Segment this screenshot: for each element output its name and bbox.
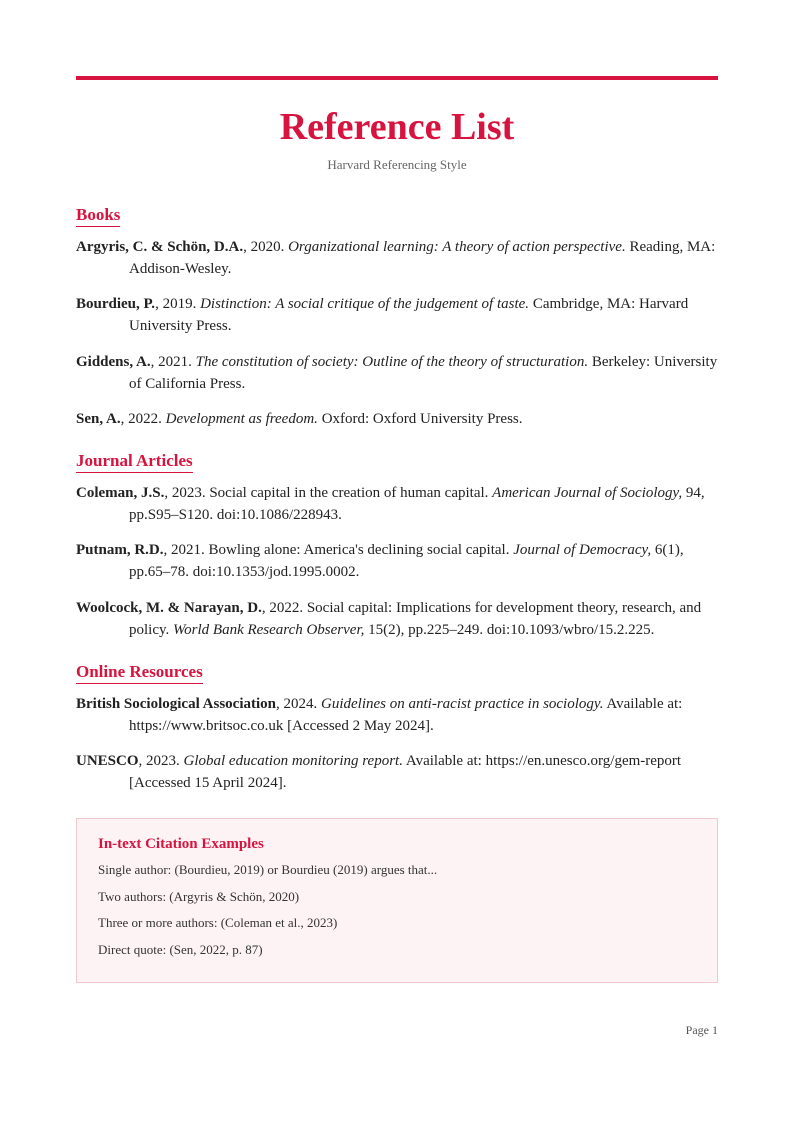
section-heading-journals: Journal Articles bbox=[76, 450, 193, 473]
reference-year: , 2021. bbox=[150, 354, 196, 370]
reference-publisher: Berkeley: University of California Press. bbox=[129, 354, 718, 392]
page-subtitle: Harvard Referencing Style bbox=[327, 157, 467, 172]
reference-author: Putnam, R.D. bbox=[76, 542, 164, 558]
reference-entry bbox=[76, 236, 718, 280]
reference-year: , 2022. Social capital: Implications for development theory, research, and policy. bbox=[129, 600, 702, 638]
citation-example: Three or more authors: (Coleman et al., 2023) bbox=[98, 915, 338, 930]
reference-author: Giddens, A. bbox=[76, 354, 151, 370]
reference-year: , 2022. bbox=[120, 411, 166, 427]
reference-journal: Journal of Democracy, bbox=[513, 542, 652, 558]
citation-example: Direct quote: (Sen, 2022, p. 87) bbox=[98, 941, 263, 957]
reference-entry bbox=[76, 597, 718, 641]
section-heading-online: Online Resources bbox=[76, 661, 203, 684]
reference-author: Woolcock, M. & Narayan, D. bbox=[76, 600, 262, 616]
reference-details: 6(1), pp.65–78. doi:10.1353/jod.1995.0002. bbox=[129, 542, 684, 580]
reference-publisher: Oxford: Oxford University Press. bbox=[317, 411, 523, 427]
reference-year: , 2019. bbox=[155, 296, 201, 312]
reference-entry bbox=[76, 408, 718, 430]
reference-publisher: Reading, MA: Addison-Wesley. bbox=[129, 239, 716, 277]
reference-entry bbox=[76, 482, 718, 526]
reference-entry bbox=[76, 750, 718, 794]
reference-title: Global education monitoring report. bbox=[183, 753, 403, 769]
reference-availability: Available at: https://www.britsoc.co.uk [Accessed 2 May 2024]. bbox=[129, 696, 683, 734]
reference-title: Development as freedom. bbox=[165, 411, 318, 427]
reference-details: 94, pp.S95–S120. doi:10.1086/228943. bbox=[129, 485, 705, 523]
citation-example: Single author: (Bourdieu, 2019) or Bourdieu (2019) argues that... bbox=[98, 862, 438, 877]
reference-title: Guidelines on anti-racist practice in sociology. bbox=[321, 696, 604, 712]
reference-details: 15(2), pp.225–249. doi:10.1093/wbro/15.2.225. bbox=[364, 622, 655, 638]
reference-journal: American Journal of Sociology, bbox=[492, 485, 683, 501]
reference-availability: Available at: https://en.unesco.org/gem-report [Accessed 15 April 2024]. bbox=[129, 753, 682, 791]
reference-year: , 2021. Bowling alone: America's declining social capital. bbox=[163, 542, 514, 558]
page-number: Page 1 bbox=[685, 1023, 718, 1037]
reference-author: Bourdieu, P. bbox=[76, 296, 156, 312]
reference-title: Organizational learning: A theory of action perspective. bbox=[288, 239, 626, 255]
citation-examples-heading: In-text Citation Examples bbox=[98, 836, 264, 852]
reference-publisher: Cambridge, MA: Harvard University Press. bbox=[129, 296, 689, 334]
reference-author: Argyris, C. & Schön, D.A. bbox=[76, 239, 244, 255]
reference-year: , 2020. bbox=[243, 239, 289, 255]
reference-author: Coleman, J.S. bbox=[76, 485, 165, 501]
reference-author: British Sociological Association bbox=[76, 696, 277, 712]
citation-example: Two authors: (Argyris & Schön, 2020) bbox=[98, 888, 300, 904]
reference-entry bbox=[76, 693, 718, 737]
reference-year: , 2024. bbox=[276, 696, 322, 712]
reference-entry bbox=[76, 539, 718, 583]
reference-year: , 2023. Social capital in the creation of human capital. bbox=[164, 485, 493, 501]
section-heading-books: Books bbox=[76, 204, 120, 227]
reference-journal: World Bank Research Observer, bbox=[173, 622, 365, 638]
reference-author: Sen, A. bbox=[76, 411, 121, 427]
reference-title: The constitution of society: Outline of the theory of structuration. bbox=[195, 354, 589, 370]
reference-title: Distinction: A social critique of the judgement of taste. bbox=[200, 296, 530, 312]
reference-entry bbox=[76, 351, 718, 395]
reference-entry bbox=[76, 293, 718, 337]
reference-year: , 2023. bbox=[138, 753, 184, 769]
citation-examples-box bbox=[76, 818, 718, 983]
top-rule bbox=[76, 76, 718, 80]
page-title: Reference List bbox=[279, 106, 515, 148]
reference-author: UNESCO bbox=[76, 753, 139, 769]
